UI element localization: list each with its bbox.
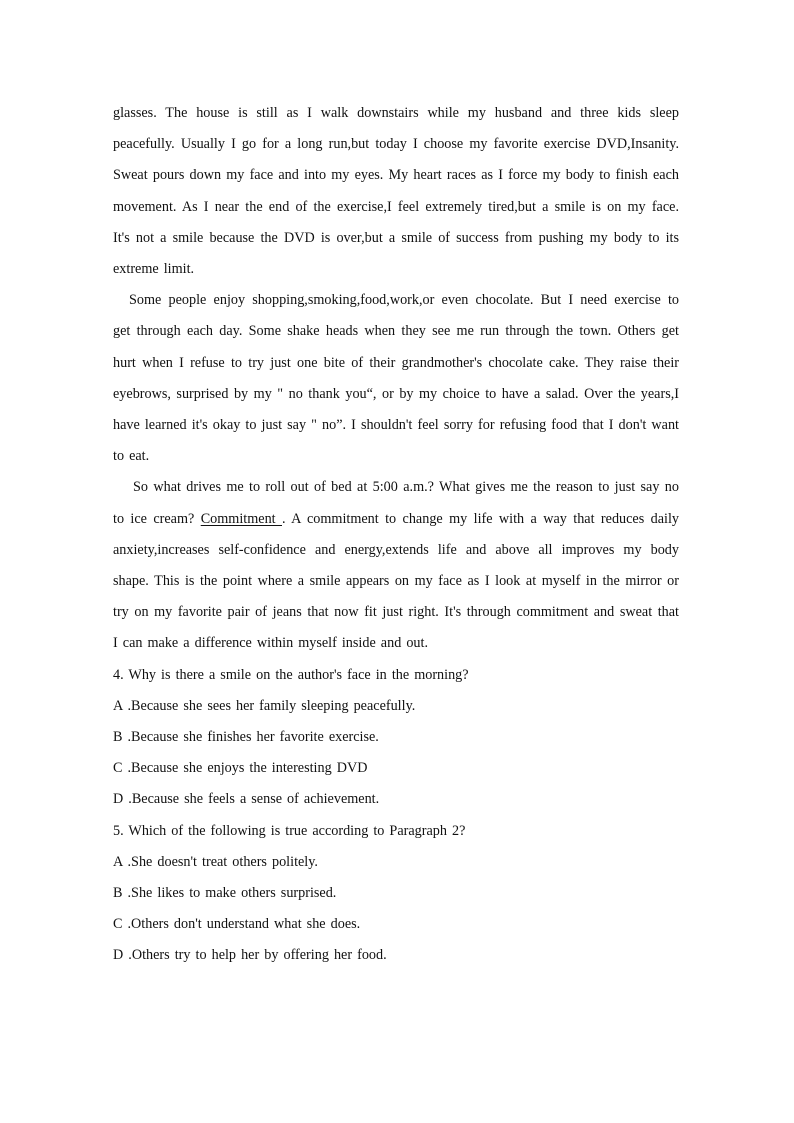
question-4 [113,660,679,816]
option-c: C .Others don't understand what she does. [113,916,361,933]
option-a: A .Because she sees her family sleeping peacefully. [113,697,416,714]
option-d: D .Others try to help her by offering her food. [113,947,387,964]
option-d: D .Because she feels a sense of achievement. [113,791,380,808]
document-page [113,98,679,972]
paragraph-3 [113,472,679,659]
question-stem: 5. Which of the following is true according to Paragraph 2? [113,822,466,839]
option-b: B .She likes to make others surprised. [113,885,337,902]
paragraph-2: Some people enjoy shopping,smoking,food,work,or even chocolate. But I need exercise to get through each day. Some shake heads when they see me run through the town. Others get hurt when I refuse to try just one bite of their grandmother's chocolate cake. They raise their eyebrows, surprised by my " no thank you“, or by my choice to have a salad. Over the years,I have learned it's okay to just say " no”. I shouldn't feel sorry for refusing food that I don't want to eat. [113,292,679,465]
paragraph-3-before: So what drives me to roll out of bed at 5:00 a.m.? What gives me the reason to just say no to ice cream? [113,479,679,527]
commitment-underlined-word: Commitment [200,510,282,527]
option-b: B .Because she finishes her favorite exercise. [113,729,379,746]
paragraph-1: glasses. The house is still as I walk downstairs while my husband and three kids sleep peacefully. Usually I go for a long run,but today I choose my favorite exercise DVD,Insanity. Sweat pours down my face and into my eyes. My heart races as I force my body to finish each movement. As I near the end of the exercise,I feel extremely tired,but a smile is on my face. It's not a smile because the DVD is over,but a smile of success from pushing my body to its extreme limit. [113,105,679,278]
option-c: C .Because she enjoys the interesting DVD [113,760,368,777]
option-a: A .She doesn't treat others politely. [113,853,318,870]
paragraph-3-after: . A commitment to change my life with a way that reduces daily anxiety,increases self-confidence and energy,extends life and above all improves my body shape. This is the point where a smile appears on my face as I look at myself in the mirror or try on my favorite pair of jeans that now fit just right. It's through commitment and sweat that I can make a difference within myself inside and out. [113,510,680,652]
question-5 [113,816,679,972]
question-stem: 4. Why is there a smile on the author's face in the morning? [113,666,469,683]
